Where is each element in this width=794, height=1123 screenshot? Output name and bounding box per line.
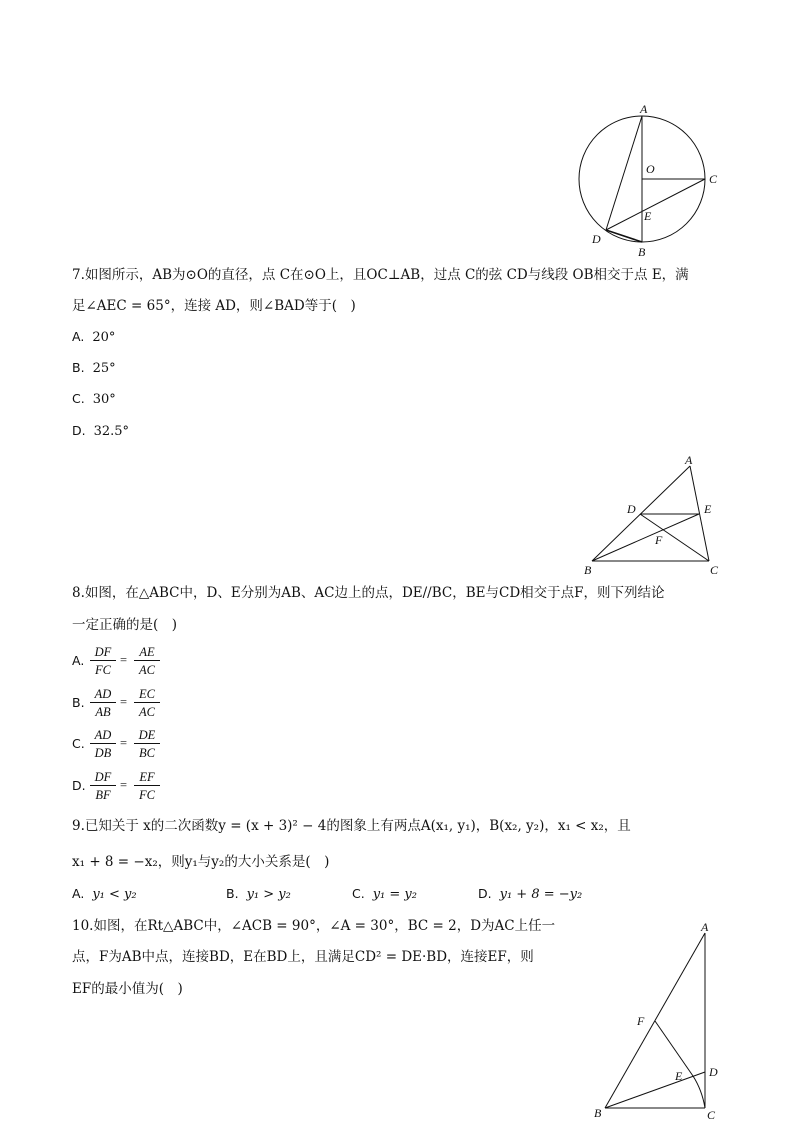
q10-stem-line2: 点，F为AB中点，连接BD，E在BD上，且满足CD² = DE·BD，连接EF，则 — [72, 949, 534, 965]
label-e: E — [675, 1069, 683, 1083]
label-d: D — [592, 232, 601, 246]
right-denominator: FC — [139, 788, 155, 802]
right-denominator: AC — [139, 663, 155, 677]
label-a: A — [640, 102, 648, 116]
q9-stem-line1: 9.已知关于 x的二次函数y = (x + 3)² − 4的图象上有两点A(x₁, y₁)，B(x₂, y₂)，x₁ < x₂，且 — [72, 818, 631, 834]
q9-stem-line2: x₁ + 8 = −x₂，则y₁与y₂的大小关系是( ) — [72, 854, 330, 870]
option-text: y₁ > y₂ — [246, 887, 291, 902]
option-label: D. — [72, 423, 86, 438]
left-denominator: DB — [94, 746, 112, 760]
right-denominator: BC — [139, 746, 155, 760]
right-denominator: AC — [139, 705, 155, 719]
option-label: A. — [72, 653, 85, 668]
label-f: F — [637, 1014, 645, 1028]
option-equation — [90, 643, 180, 679]
q8-option-c[interactable] — [72, 726, 192, 762]
option-label: A. — [72, 886, 85, 901]
equals-sign: = — [120, 778, 128, 792]
chord-cd — [606, 179, 705, 230]
side-ab — [605, 933, 705, 1108]
label-b: B — [584, 563, 592, 577]
option-text: y₁ = y₂ — [372, 887, 417, 902]
label-d: D — [709, 1065, 718, 1079]
label-e: E — [644, 209, 652, 223]
q7-stem-line1: 7.如图所示，AB为⊙O的直径，点 C在⊙O上，且OC⊥AB，过点 C的弦 CD与线段 OB相交于点 E，满 — [72, 267, 689, 283]
option-text: 20° — [92, 330, 116, 345]
label-d: D — [627, 502, 636, 516]
q7-circle-figure — [570, 100, 730, 262]
right-numerator: DE — [138, 728, 156, 742]
option-text: 25° — [92, 361, 116, 376]
option-equation — [90, 685, 180, 721]
q7-option-b[interactable] — [72, 359, 116, 378]
option-label: B. — [226, 886, 239, 901]
option-label: D. — [72, 778, 86, 793]
segment-cd — [640, 514, 709, 561]
label-c: C — [710, 563, 719, 577]
left-denominator: AB — [95, 705, 111, 719]
q8-stem-line1: 8.如图，在△ABC中，D、E分别为AB、AC边上的点，DE//BC，BE与CD相交于点F，则下列结论 — [72, 585, 665, 601]
q9-option-b[interactable] — [226, 885, 291, 904]
q8-stem-line2: 一定正确的是( ) — [72, 617, 178, 633]
arc-ec — [693, 1076, 705, 1108]
left-denominator: FC — [95, 663, 111, 677]
left-numerator: DF — [94, 770, 112, 784]
equals-sign: = — [120, 695, 128, 709]
label-a: A — [685, 453, 693, 467]
label-o: O — [646, 162, 655, 176]
q7-option-d[interactable] — [72, 422, 129, 441]
option-label: C. — [72, 736, 85, 751]
equals-sign: = — [120, 736, 128, 750]
label-c: C — [707, 1108, 716, 1122]
segment-ef — [655, 1021, 693, 1076]
equals-sign: = — [120, 653, 128, 667]
left-numerator: DF — [94, 645, 112, 659]
q9-option-d[interactable] — [478, 885, 582, 904]
label-b: B — [638, 245, 646, 259]
option-label: D. — [478, 886, 492, 901]
segment-db — [606, 230, 642, 242]
option-text: 30° — [92, 392, 116, 407]
segment-bd — [605, 1072, 705, 1108]
q10-stem-line1: 10.如图，在Rt△ABC中，∠ACB = 90°，∠A = 30°，BC = 2，D为AC上任一 — [72, 918, 556, 934]
q8-option-d[interactable] — [72, 768, 192, 804]
label-b: B — [594, 1106, 602, 1120]
q7-stem-line2: 足∠AEC = 65°，连接 AD，则∠BAD等于( ) — [72, 298, 356, 314]
left-numerator: AD — [94, 728, 112, 742]
option-equation — [90, 726, 180, 762]
right-numerator: EC — [139, 687, 155, 701]
q9-option-c[interactable] — [352, 885, 417, 904]
option-text: y₁ + 8 = −y₂ — [499, 887, 583, 902]
option-label: C. — [72, 391, 85, 406]
left-denominator: BF — [95, 788, 111, 802]
q8-triangle-figure — [580, 450, 730, 580]
q8-option-b[interactable] — [72, 685, 192, 721]
label-e: E — [704, 502, 712, 516]
q7-option-a[interactable] — [72, 328, 115, 347]
right-numerator: EF — [139, 770, 155, 784]
q8-option-a[interactable] — [72, 643, 192, 679]
segment-be — [592, 514, 699, 561]
label-f: F — [655, 533, 663, 547]
option-text: 32.5° — [93, 424, 130, 439]
option-label: B. — [72, 695, 85, 710]
segment-ad — [606, 116, 642, 230]
q7-option-c[interactable] — [72, 390, 116, 409]
option-equation — [90, 768, 180, 804]
option-text: y₁ < y₂ — [92, 887, 137, 902]
label-c: C — [709, 172, 718, 186]
q9-option-a[interactable] — [72, 885, 137, 904]
q10-right-triangle-figure — [590, 915, 730, 1123]
q10-stem-line3: EF的最小值为( ) — [72, 981, 183, 997]
label-a: A — [701, 920, 709, 934]
option-label: A. — [72, 329, 85, 344]
option-label: B. — [72, 360, 85, 375]
right-numerator: AE — [139, 645, 155, 659]
option-label: C. — [352, 886, 365, 901]
left-numerator: AD — [94, 687, 112, 701]
